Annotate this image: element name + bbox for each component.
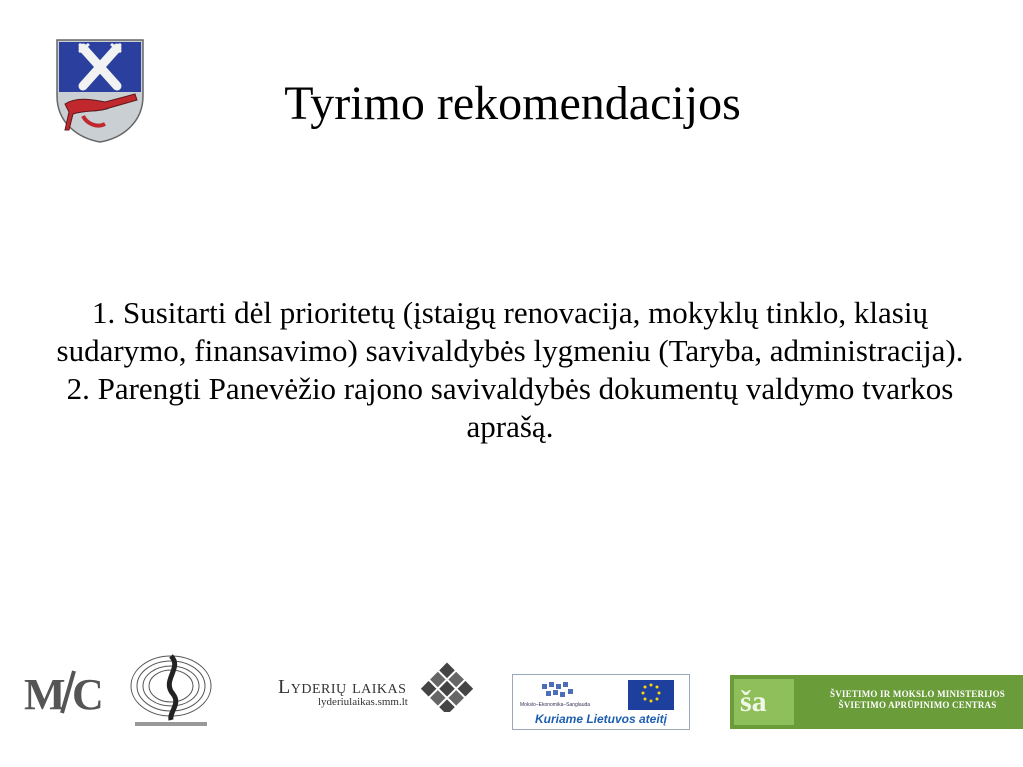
svg-text:C: C [72, 670, 104, 717]
slide-title: Tyrimo rekomendacijos [284, 77, 741, 130]
mc-logo-icon [22, 667, 110, 717]
eu-small-text: Mokslo–Ekonomika–Sanglauda [520, 702, 591, 708]
pixel-map-icon [540, 680, 580, 702]
coat-of-arms-icon [55, 38, 145, 144]
eu-slogan: Kuriame Lietuvos ateitį [534, 712, 668, 726]
eu-flag-icon [628, 680, 674, 710]
svg-text:M: M [24, 670, 66, 717]
lyderiu-laikas-name: Lyderių laikas [278, 676, 407, 698]
spiral-logo-icon [125, 650, 217, 730]
smm-line-1: ŠVIETIMO IR MOKSLO MINISTERIJOS [830, 689, 1005, 699]
recommendation-item-2: 2. Parengti Panevėžio rajono savivaldybės dokumentų valdymo tvarkos aprašą. [66, 371, 954, 444]
slide-body [40, 294, 980, 446]
svg-text:ša: ša [740, 685, 767, 718]
recommendation-item-1: 1. Susitarti dėl prioritetų (įstaigų renovacija, mokyklų tinklo, klasių sudarymo, finansavimo) savivaldybės lygmeniu (Taryba, administracija). [56, 295, 964, 368]
smm-line-2: ŠVIETIMO APRŪPINIMO CENTRAS [838, 700, 997, 710]
smm-text [815, 689, 1020, 711]
lyderiu-laikas-url: lyderiulaikas.smm.lt [318, 696, 408, 708]
